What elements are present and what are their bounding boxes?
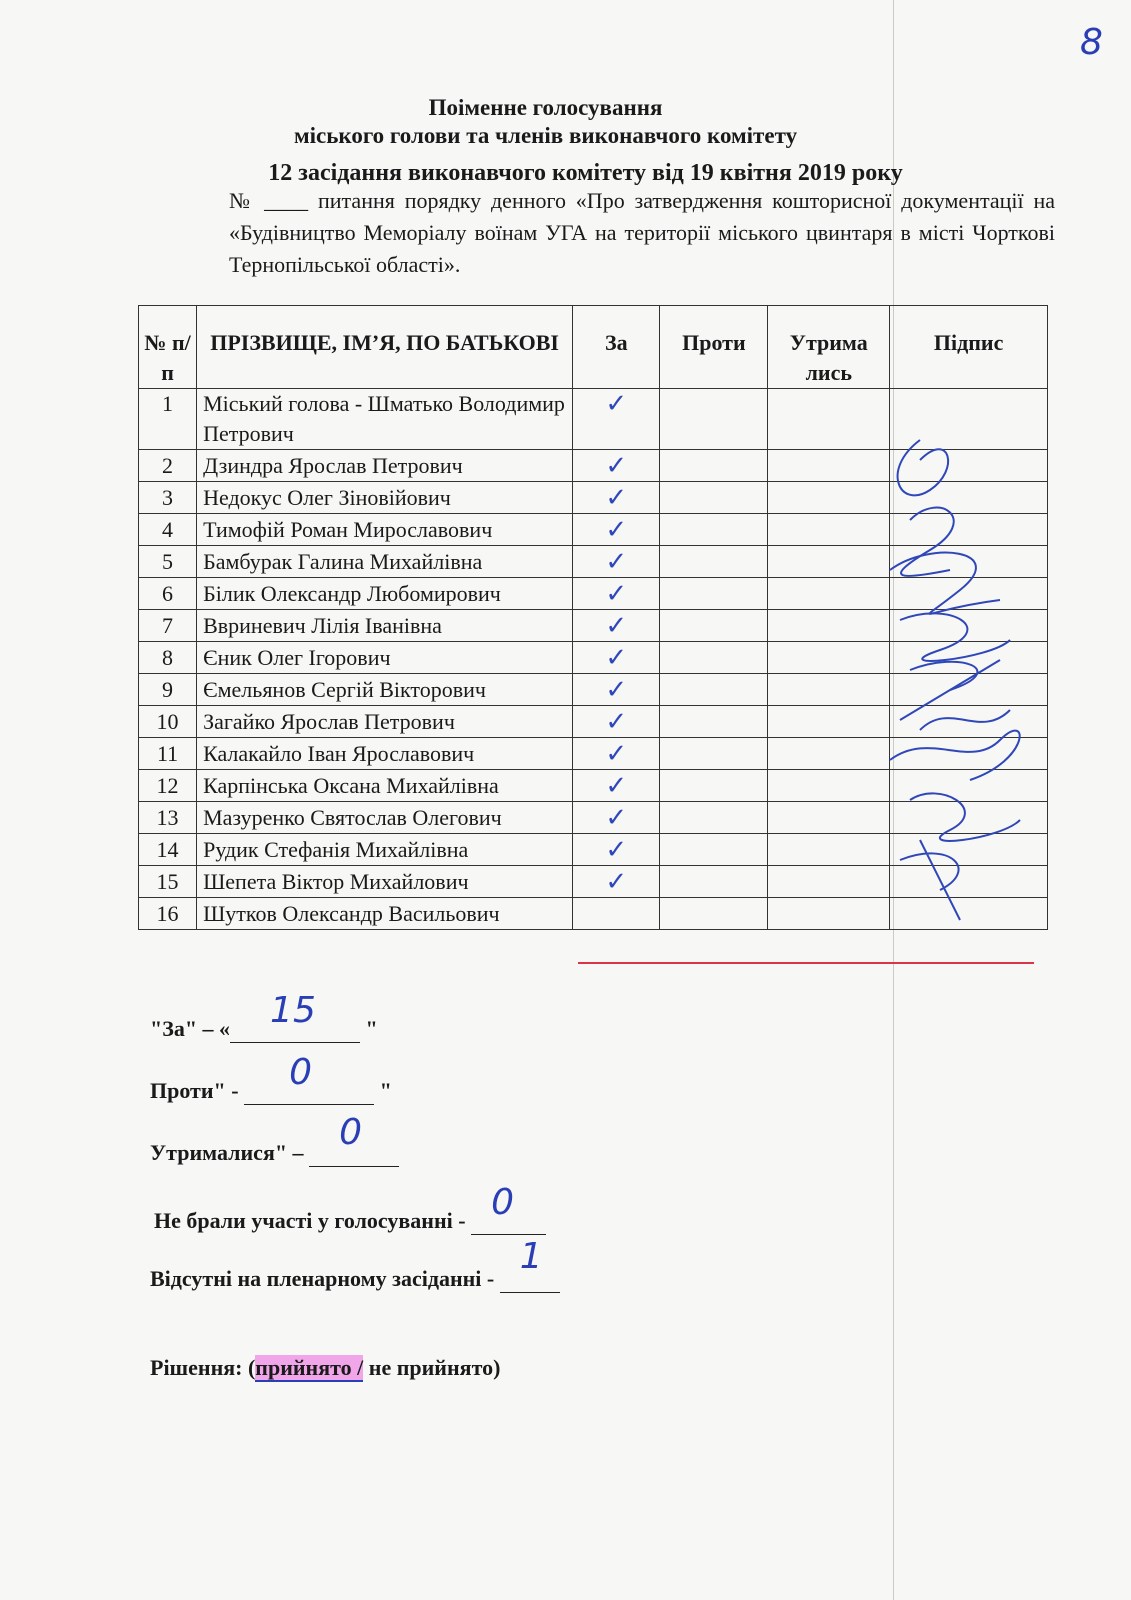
row-num: 8	[139, 642, 197, 674]
row-num: 15	[139, 866, 197, 898]
signature-2	[901, 508, 954, 576]
row-against	[660, 450, 768, 482]
row-against	[660, 389, 768, 450]
summary-against	[150, 1052, 392, 1105]
row-for: ✓	[573, 834, 660, 866]
row-num: 12	[139, 770, 197, 802]
row-for: ✓	[573, 546, 660, 578]
row-name: Рудик Стефанія Михайлівна	[197, 834, 573, 866]
row-for: ✓	[573, 706, 660, 738]
decision-label: Рішення: (	[150, 1355, 256, 1380]
row-against	[660, 546, 768, 578]
summary-abstained-label: Утрималися" –	[150, 1140, 304, 1165]
row-name: Шепета Віктор Михайлович	[197, 866, 573, 898]
row-name: Ввриневич Лілія Іванівна	[197, 610, 573, 642]
row-num: 5	[139, 546, 197, 578]
row-for: ✓	[573, 482, 660, 514]
row-num: 2	[139, 450, 197, 482]
page-number: 8	[1080, 22, 1103, 63]
row-name: Дзиндра Ярослав Петрович	[197, 450, 573, 482]
row-for: ✓	[573, 578, 660, 610]
row-for: ✓	[573, 389, 660, 450]
row-name: Карпінська Оксана Михайлівна	[197, 770, 573, 802]
row-for: ✓	[573, 770, 660, 802]
signature-1	[898, 440, 949, 495]
signature-8	[910, 793, 1020, 840]
summary-abstained	[150, 1112, 399, 1167]
summary-against-value: 0	[289, 1052, 312, 1093]
row-name: Загайко Ярослав Петрович	[197, 706, 573, 738]
row-name: Калакайло Іван Ярославович	[197, 738, 573, 770]
row-name: Мазуренко Святослав Олегович	[197, 802, 573, 834]
row-against	[660, 578, 768, 610]
row-against	[660, 514, 768, 546]
row-num: 11	[139, 738, 197, 770]
signature-3	[890, 553, 1000, 614]
row-against	[660, 706, 768, 738]
table-header-row	[139, 306, 1048, 389]
header-against: Проти	[660, 306, 768, 389]
header-num: № п/ п	[139, 306, 197, 389]
row-num: 1	[139, 389, 197, 450]
row-name: Єник Олег Ігорович	[197, 642, 573, 674]
row-against	[660, 802, 768, 834]
signature-9	[900, 840, 960, 920]
row-num: 16	[139, 898, 197, 930]
summary-for-end: "	[365, 1016, 378, 1041]
row-num: 3	[139, 482, 197, 514]
header-name: ПРІЗВИЩЕ, ІМ’Я, ПО БАТЬКОВІ	[197, 306, 573, 389]
row-against	[660, 866, 768, 898]
row-num: 4	[139, 514, 197, 546]
row-for: ✓	[573, 802, 660, 834]
row-num: 13	[139, 802, 197, 834]
summary-not-voted-value: 0	[491, 1182, 514, 1223]
decision	[150, 1355, 500, 1381]
row-against	[660, 834, 768, 866]
row-against	[660, 898, 768, 930]
summary-not-voted	[154, 1182, 546, 1235]
summary-absent	[150, 1236, 560, 1293]
summary-against-label: Проти" -	[150, 1078, 239, 1103]
signature-5	[910, 662, 977, 690]
decision-rejected: не прийнято)	[363, 1355, 501, 1380]
title-line-3: 12 засідання виконавчого комітету від 19 квітня 2019 року	[268, 160, 903, 186]
row-for: ✓	[573, 866, 660, 898]
signature-4	[900, 613, 1010, 660]
strike-line	[578, 962, 1034, 964]
row-against	[660, 610, 768, 642]
row-num: 9	[139, 674, 197, 706]
row-against	[660, 770, 768, 802]
summary-abstained-value: 0	[339, 1112, 362, 1153]
agenda-question: № ____ питання порядку денного «Про затвердження кошторисної документації на «Будівництво Меморіалу воїнам УГА на території міського цвинтаря в місті Чорткові Тернопільської області».	[229, 188, 1055, 277]
summary-for-label: "За" – «	[150, 1016, 231, 1041]
row-name: Бамбурак Галина Михайлівна	[197, 546, 573, 578]
row-for: ✓	[573, 674, 660, 706]
title-line-1: Поіменне голосування	[428, 95, 663, 120]
summary-against-end: "	[379, 1078, 392, 1103]
row-name: Ємельянов Сергій Вікторович	[197, 674, 573, 706]
row-against	[660, 642, 768, 674]
summary-not-voted-label: Не брали участі у голосуванні -	[154, 1208, 466, 1233]
row-for	[573, 898, 660, 930]
header-for: За	[573, 306, 660, 389]
summary-absent-label: Відсутні на пленарному засіданні -	[150, 1266, 495, 1291]
header-signature: Підпис	[890, 306, 1048, 389]
row-num: 10	[139, 706, 197, 738]
row-name: Недокус Олег Зіновійович	[197, 482, 573, 514]
row-name: Шутков Олександр Васильович	[197, 898, 573, 930]
signature-scribbles	[860, 400, 1040, 940]
row-for: ✓	[573, 642, 660, 674]
row-name: Міський голова - Шматько Володимир Петрович	[197, 389, 573, 450]
header-abstained: Утрима лись	[768, 306, 890, 389]
signature-7	[890, 731, 1020, 780]
title-line-2: міського голови та членів виконавчого комітету	[293, 123, 798, 148]
summary-for-value: 15	[270, 990, 316, 1031]
row-against	[660, 674, 768, 706]
row-name: Тимофій Роман Мирославович	[197, 514, 573, 546]
signature-strokes	[890, 440, 1020, 920]
row-name: Білик Олександр Любомирович	[197, 578, 573, 610]
row-num: 6	[139, 578, 197, 610]
row-for: ✓	[573, 450, 660, 482]
summary-for	[150, 990, 378, 1043]
row-for: ✓	[573, 514, 660, 546]
decision-accepted: прийнято /	[255, 1355, 364, 1380]
row-against	[660, 738, 768, 770]
row-against	[660, 482, 768, 514]
row-for: ✓	[573, 738, 660, 770]
row-for: ✓	[573, 610, 660, 642]
summary-absent-value: 1	[519, 1236, 543, 1277]
row-num: 14	[139, 834, 197, 866]
row-num: 7	[139, 610, 197, 642]
signature-6	[900, 660, 1010, 730]
